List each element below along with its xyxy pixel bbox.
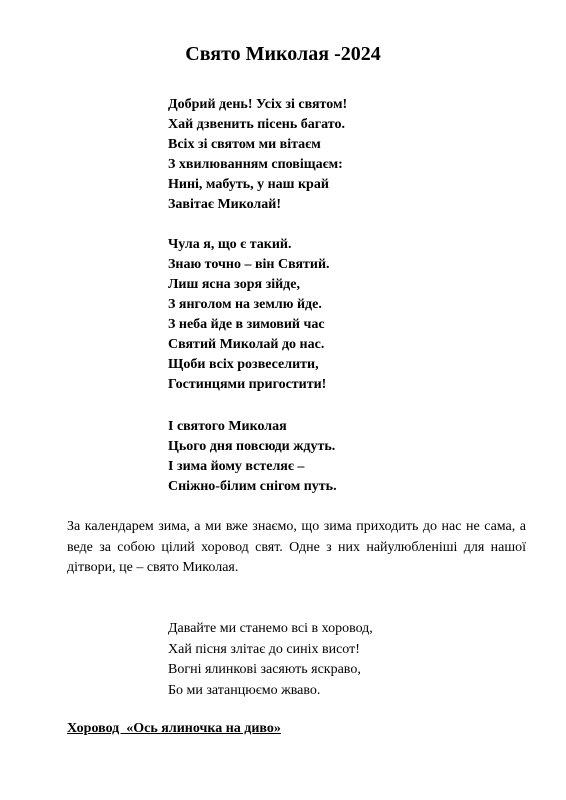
poem-stanza-2 bbox=[168, 235, 508, 395]
poem-line: З неба йде в зимовий час bbox=[168, 317, 325, 332]
song-line: Бо ми затанцюємо жваво. bbox=[168, 682, 321, 698]
intro-paragraph: За календарем зима, а ми вже знаємо, що зима приходить до нас не сама, а веде за собою цілий хоровод свят. Одне з них найулюбленіші для нашої дітвори, це – свято Миколая. bbox=[67, 519, 526, 575]
poem-line: Всіх зі святом ми вітаєм bbox=[168, 137, 321, 152]
section-heading: Хоровод «Ось ялиночка на диво» bbox=[67, 721, 281, 736]
poem-line: Лиш ясна зоря зійде, bbox=[168, 277, 300, 292]
poem-line: Нині, мабуть, у наш край bbox=[168, 177, 329, 192]
song-line: Вогні ялинкові засяють яскраво, bbox=[168, 662, 361, 677]
poem-stanza-3 bbox=[168, 417, 508, 497]
poem-line: Святий Миколай до нас. bbox=[168, 337, 325, 352]
poem-line: Чула я, що є такий. bbox=[168, 237, 292, 252]
poem-line: Щоби всіх розвеселити, bbox=[168, 357, 319, 372]
poem-line: Добрий день! Усіх зі святом! bbox=[168, 97, 348, 112]
poem-line: Сніжно-білим снігом путь. bbox=[168, 479, 337, 494]
poem-line: І святого Миколая bbox=[168, 419, 287, 434]
song-line: Хай пісня злітає до синіх висот! bbox=[168, 641, 360, 657]
poem-line: Знаю точно – він Святий. bbox=[168, 257, 330, 272]
poem-line: З хвилюванням сповіщаєм: bbox=[168, 157, 343, 172]
poem-line: З янголом на землю йде. bbox=[168, 297, 322, 312]
poem-line: Цього дня повсюди ждуть. bbox=[168, 439, 336, 454]
poem-line: Завітає Миколай! bbox=[168, 197, 281, 212]
poem-line: Гостинцями пригостити! bbox=[168, 377, 327, 392]
page-title: Свято Миколая -2024 bbox=[185, 43, 381, 65]
poem-line: Хай дзвенить пісень багато. bbox=[168, 117, 345, 132]
poem-line: І зима йому встеляє – bbox=[168, 459, 305, 474]
song-line: Давайте ми станемо всі в хоровод, bbox=[168, 621, 373, 636]
poem-stanza-1 bbox=[168, 95, 508, 215]
song-verse bbox=[168, 619, 508, 701]
